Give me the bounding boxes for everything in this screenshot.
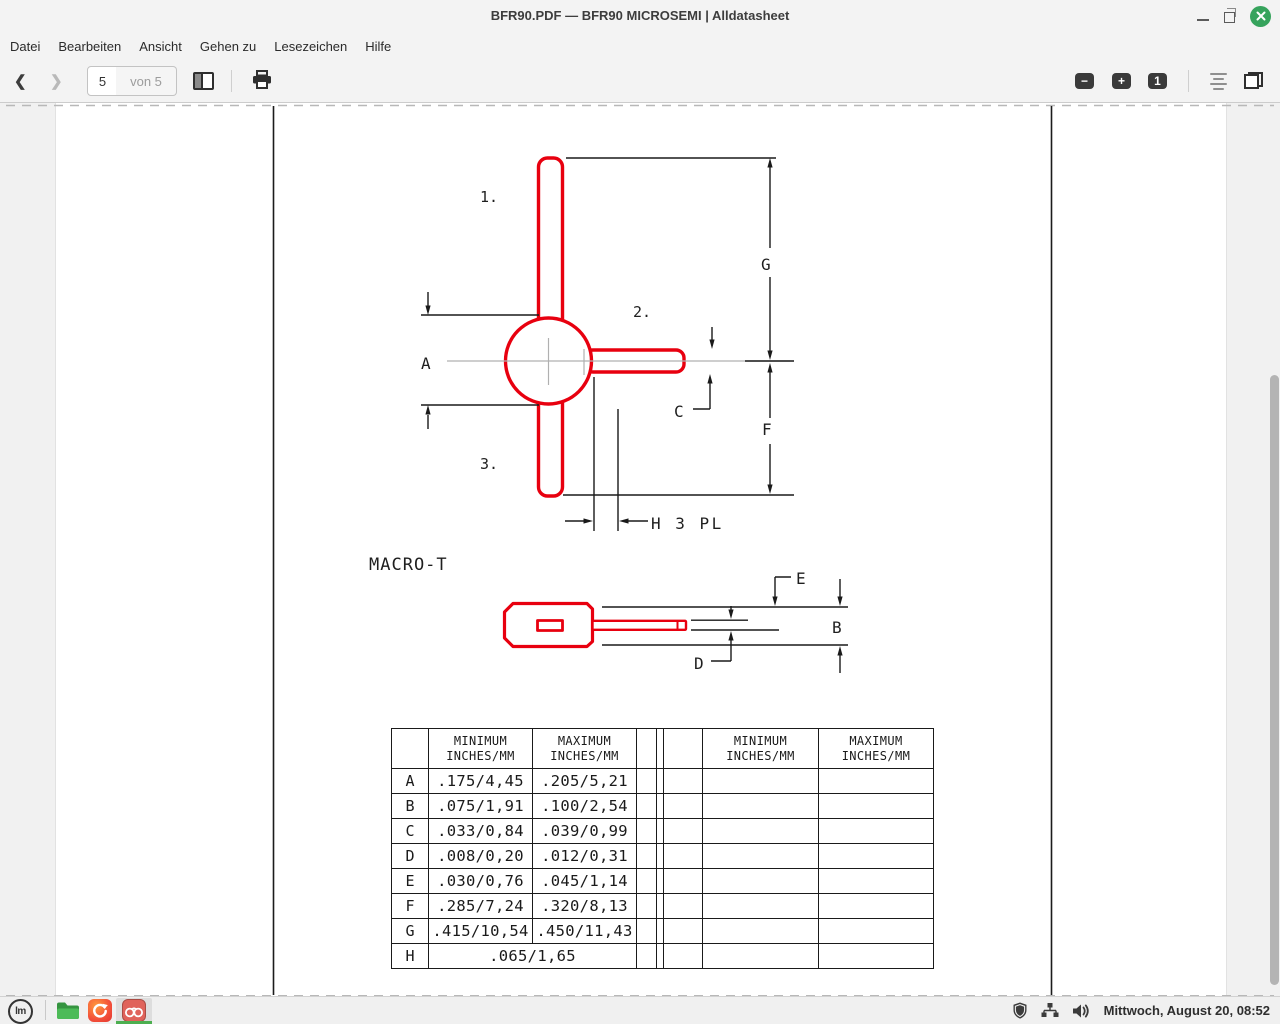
table-cell bbox=[703, 919, 819, 944]
file-manager-launcher[interactable] bbox=[56, 999, 80, 1022]
table-cell bbox=[657, 919, 664, 944]
taskbar bbox=[0, 996, 1280, 1024]
table-cell: .320/8,13 bbox=[533, 894, 637, 919]
toolbar-separator bbox=[1188, 70, 1189, 92]
table-cell: .205/5,21 bbox=[533, 769, 637, 794]
close-button[interactable] bbox=[1250, 6, 1271, 27]
package-name-label: MACRO-T bbox=[369, 555, 448, 575]
active-app-highlight[interactable] bbox=[116, 998, 152, 1024]
browser-launcher[interactable] bbox=[88, 999, 112, 1022]
dim-label-f: F bbox=[762, 420, 772, 439]
table-cell: A bbox=[392, 769, 429, 794]
table-row bbox=[392, 919, 934, 944]
table-cell bbox=[657, 869, 664, 894]
table-cell: E bbox=[392, 869, 429, 894]
table-header-cell bbox=[392, 729, 429, 769]
table-cell bbox=[664, 869, 703, 894]
table-cell: .012/0,31 bbox=[533, 844, 637, 869]
plus-icon: + bbox=[1117, 73, 1125, 88]
table-cell: .175/4,45 bbox=[429, 769, 533, 794]
next-page-button[interactable] bbox=[50, 72, 63, 90]
table-header-minimum-2: MINIMUM INCHES/MM bbox=[703, 729, 819, 769]
table-header-cell bbox=[664, 729, 703, 769]
table-cell bbox=[819, 944, 934, 969]
lead-2-label: 2. bbox=[633, 303, 652, 321]
table-cell: .075/1,91 bbox=[429, 794, 533, 819]
window-controls bbox=[1197, 0, 1271, 32]
lead-3-label: 3. bbox=[480, 455, 499, 473]
dim-label-e: E bbox=[796, 569, 806, 588]
centerlines bbox=[447, 338, 790, 385]
dual-page-layout-button[interactable] bbox=[1244, 72, 1263, 89]
table-cell bbox=[637, 769, 657, 794]
table-cell bbox=[819, 894, 934, 919]
close-icon bbox=[1256, 11, 1266, 21]
dim-label-g: G bbox=[761, 255, 771, 274]
table-row bbox=[392, 819, 934, 844]
zoom-out-button[interactable] bbox=[1075, 73, 1094, 89]
dim-label-d: D bbox=[694, 654, 704, 673]
folder-icon bbox=[56, 1001, 80, 1021]
table-cell: .008/0,20 bbox=[429, 844, 533, 869]
chevron-left-icon: ❮ bbox=[14, 73, 27, 90]
table-cell bbox=[819, 844, 934, 869]
continuous-layout-button[interactable] bbox=[1210, 73, 1227, 90]
table-cell bbox=[637, 919, 657, 944]
table-cell bbox=[657, 844, 664, 869]
table-cell bbox=[664, 769, 703, 794]
toolbar bbox=[0, 60, 1280, 103]
table-cell bbox=[657, 894, 664, 919]
table-header-row bbox=[392, 729, 934, 769]
menu-item-datei[interactable]: Datei bbox=[10, 38, 41, 54]
table-cell bbox=[657, 944, 664, 969]
table-cell bbox=[819, 769, 934, 794]
table-cell bbox=[703, 894, 819, 919]
one-to-one-icon: 1 bbox=[1154, 73, 1161, 88]
table-cell bbox=[637, 894, 657, 919]
table-row bbox=[392, 769, 934, 794]
table-cell bbox=[664, 919, 703, 944]
table-cell bbox=[637, 869, 657, 894]
dim-label-b: B bbox=[832, 618, 842, 637]
table-cell bbox=[657, 819, 664, 844]
table-cell bbox=[637, 794, 657, 819]
table-row bbox=[392, 794, 934, 819]
page-number-input[interactable] bbox=[87, 66, 118, 96]
restore-button[interactable] bbox=[1224, 12, 1235, 23]
toolbar-separator bbox=[231, 70, 232, 92]
dimension-lines bbox=[421, 158, 848, 673]
dim-label-h: H 3 PL bbox=[651, 514, 724, 533]
dimension-table bbox=[391, 728, 934, 969]
table-cell bbox=[657, 769, 664, 794]
zoom-actual-size-button[interactable] bbox=[1148, 73, 1167, 89]
menu-item-bearbeiten[interactable]: Bearbeiten bbox=[58, 38, 122, 54]
table-cell bbox=[637, 819, 657, 844]
chevron-right-icon: ❯ bbox=[50, 73, 63, 90]
table-cell: D bbox=[392, 844, 429, 869]
sidebar-toggle-button[interactable] bbox=[193, 72, 214, 90]
table-cell bbox=[637, 944, 657, 969]
table-cell bbox=[664, 844, 703, 869]
minimize-button[interactable] bbox=[1197, 19, 1209, 21]
goggles-icon bbox=[123, 1002, 145, 1020]
table-row bbox=[392, 844, 934, 869]
taskbar-clock[interactable]: Mittwoch, August 20, 08:52 bbox=[1103, 1003, 1270, 1018]
table-cell bbox=[703, 869, 819, 894]
lead-1-label: 1. bbox=[480, 188, 499, 206]
table-row bbox=[392, 869, 934, 894]
table-cell bbox=[703, 819, 819, 844]
window-title: BFR90.PDF — BFR90 MICROSEMI | Alldatasheet bbox=[490, 8, 790, 23]
printer-icon bbox=[251, 70, 273, 90]
table-cell bbox=[703, 794, 819, 819]
document-reader-window-button[interactable] bbox=[122, 999, 146, 1022]
taskbar-separator bbox=[45, 1000, 46, 1020]
menu-bar bbox=[0, 32, 1280, 60]
package-side-view bbox=[505, 604, 687, 647]
menu-item-ansicht[interactable]: Ansicht bbox=[139, 38, 182, 54]
table-cell: B bbox=[392, 794, 429, 819]
minus-icon: − bbox=[1080, 73, 1088, 88]
start-menu-button[interactable] bbox=[8, 999, 33, 1024]
print-button[interactable] bbox=[251, 70, 273, 90]
document-viewport[interactable] bbox=[0, 103, 1280, 997]
zoom-in-button[interactable] bbox=[1112, 73, 1131, 89]
table-header-cell bbox=[637, 729, 657, 769]
table-cell: .030/0,76 bbox=[429, 869, 533, 894]
drawing-labels bbox=[369, 188, 842, 673]
table-cell: H bbox=[392, 944, 429, 969]
table-cell bbox=[637, 844, 657, 869]
network-icon[interactable] bbox=[1041, 1003, 1059, 1018]
previous-page-button[interactable] bbox=[14, 72, 27, 90]
table-cell: .285/7,24 bbox=[429, 894, 533, 919]
sidebar-icon bbox=[193, 72, 214, 90]
system-tray bbox=[1012, 997, 1280, 1024]
menu-item-hilfe[interactable]: Hilfe bbox=[365, 38, 392, 54]
package-top-view bbox=[506, 158, 685, 496]
table-cell bbox=[664, 819, 703, 844]
table-cell: .065/1,65 bbox=[429, 944, 637, 969]
menu-item-gehen-zu[interactable]: Gehen zu bbox=[199, 38, 257, 54]
table-header-minimum-1: MINIMUM INCHES/MM bbox=[429, 729, 533, 769]
table-cell: C bbox=[392, 819, 429, 844]
table-cell bbox=[664, 944, 703, 969]
dim-label-c: C bbox=[674, 402, 684, 421]
dimension-arrowheads bbox=[425, 158, 842, 656]
table-cell bbox=[664, 894, 703, 919]
table-cell bbox=[703, 844, 819, 869]
lines-icon bbox=[1210, 73, 1227, 75]
table-cell bbox=[819, 869, 934, 894]
table-cell: .039/0,99 bbox=[533, 819, 637, 844]
dim-table-body bbox=[392, 769, 934, 969]
dim-label-a: A bbox=[421, 354, 431, 373]
table-cell: .450/11,43 bbox=[533, 919, 637, 944]
table-cell bbox=[703, 769, 819, 794]
shield-icon[interactable] bbox=[1012, 1002, 1028, 1019]
table-cell: .100/2,54 bbox=[533, 794, 637, 819]
table-cell: .045/1,14 bbox=[533, 869, 637, 894]
table-cell bbox=[664, 794, 703, 819]
window-titlebar bbox=[0, 0, 1280, 32]
table-header-maximum-1: MAXIMUM INCHES/MM bbox=[533, 729, 637, 769]
table-header-maximum-2: MAXIMUM INCHES/MM bbox=[819, 729, 934, 769]
page-total-label: von 5 bbox=[116, 66, 177, 96]
table-row bbox=[392, 894, 934, 919]
refresh-swirl-icon bbox=[91, 1002, 109, 1020]
volume-icon[interactable] bbox=[1072, 1003, 1091, 1019]
table-cell: F bbox=[392, 894, 429, 919]
table-cell: .415/10,54 bbox=[429, 919, 533, 944]
table-cell: .033/0,84 bbox=[429, 819, 533, 844]
table-cell bbox=[819, 794, 934, 819]
table-header-cell bbox=[657, 729, 664, 769]
table-cell bbox=[819, 819, 934, 844]
table-cell bbox=[657, 794, 664, 819]
table-cell bbox=[703, 944, 819, 969]
table-row bbox=[392, 944, 934, 969]
mint-logo-icon: lm bbox=[15, 1006, 26, 1017]
table-cell bbox=[819, 919, 934, 944]
table-cell: G bbox=[392, 919, 429, 944]
menu-item-lesezeichen[interactable]: Lesezeichen bbox=[274, 38, 348, 54]
vertical-scrollbar-thumb[interactable] bbox=[1270, 375, 1279, 985]
